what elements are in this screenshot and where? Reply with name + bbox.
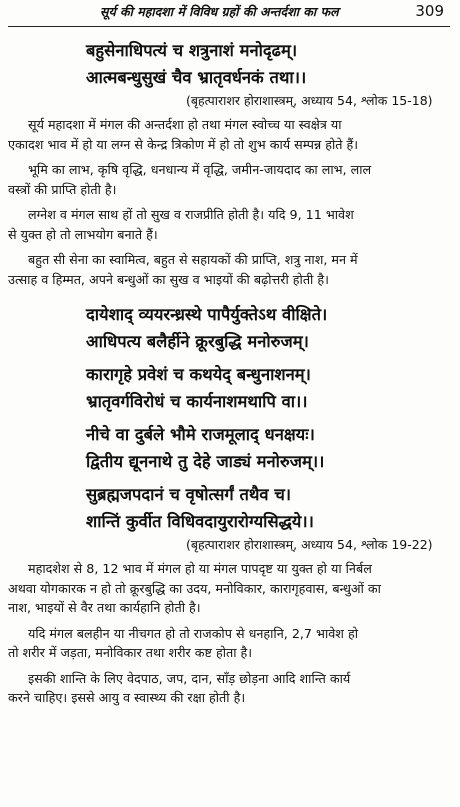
paragraph-line: से युक्त हो तो लाभयोग बनाते हैं। xyxy=(8,226,158,242)
paragraph-line: तो शरीर में जड़ता, मनोविकार तथा शरीर कष्ट होता है। xyxy=(8,645,253,660)
verse-block-1 xyxy=(8,37,450,111)
paragraph-line: बहुत सी सेना का स्वामित्व, बहुत से सहायकों की प्राप्ति, शत्रु नाश, मन में xyxy=(28,252,358,267)
paragraph-line: उत्साह व हिम्मत, अपने बन्धुओं का सुख व भाइयों की बढ़ोत्तरी होती है। xyxy=(8,271,329,287)
paragraph-line: एकादश भाव में हो या लग्न से केन्द्र त्रिकोण में हो तो शुभ कार्य सम्पन्न होते हैं। xyxy=(8,136,359,152)
verse-line: भ्रातृवर्गविरोधं च कार्यनाशमथापि वा।। xyxy=(86,392,308,411)
verse-couplet xyxy=(8,301,450,355)
running-title: सूर्य की महादशा में विविध ग्रहों की अन्तर्दशा का फल xyxy=(100,4,339,19)
paragraph xyxy=(8,115,450,154)
paragraph-line: लग्नेश व मंगल साथ हों तो सुख व राजप्रीति होती है। यदि 9, 11 भावेश xyxy=(28,207,354,222)
paragraph xyxy=(8,160,450,199)
paragraph-line: नाश, भाइयों से वैर तथा कार्यहानि होती है। xyxy=(8,600,201,615)
verse-line: दायेशाद् व्ययरन्ध्रस्थे पापैर्युक्तेऽथ वीक्षिते। xyxy=(86,305,328,324)
paragraph-line: वस्त्रों की प्राप्ति होती है। xyxy=(8,181,117,197)
verse-line: आत्मबन्धुसुखं चैव भ्रातृवर्धनकं तथा।। xyxy=(86,68,307,87)
verse-line: शान्तिं कुर्वीत विधिवदायुरारोग्यसिद्धये।। xyxy=(86,512,314,531)
page-header xyxy=(8,0,450,27)
verse-line: बहुसेनाधिपत्यं च शत्रुनाशं मनोदृढम्। xyxy=(86,41,298,60)
verse-couplet xyxy=(8,481,450,535)
paragraph-line: करने चाहिए। इससे आयु व स्वास्थ्य की रक्षा होती है। xyxy=(8,690,246,705)
verse-line: सुब्रह्मजपदानं च वृषोत्सर्गं तथैव च। xyxy=(86,485,292,504)
paragraph-line: यदि मंगल बलहीन या नीचगत हो तो राजकोप से धनहानि, 2,7 भावेश हो xyxy=(28,625,358,641)
paragraph xyxy=(8,205,450,244)
verse-couplet xyxy=(8,361,450,415)
paragraph-line: भूमि का लाभ, कृषि वृद्धि, धनधान्य में वृद्धि, जमीन-जायदाद का लाभ, लाल xyxy=(28,162,372,177)
paragraph xyxy=(8,250,450,289)
verse-line: द्वितीय द्यूननाथे तु देहे जाड्यं मनोरुजम्।। xyxy=(86,452,325,471)
paragraph-line: इसकी शान्ति के लिए वेदपाठ, जप, दान, साँड़ छोड़ना आदि शान्ति कार्य xyxy=(28,670,351,686)
commentary-section-1 xyxy=(8,115,450,289)
paragraph-line: महादशेश से 8, 12 भाव में मंगल हो या मंगल पापदृष्ट या युक्त हो या निर्बल xyxy=(28,561,372,576)
verse-line: कारागृहे प्रवेशं च कथयेद् बन्धुनाशनम्। xyxy=(86,365,311,384)
verse-line: नीचे वा दुर्बले भौमे राजमूलाद् धनक्षयः। xyxy=(86,425,315,444)
paragraph-line: अथवा योगकारक न हो तो क्रूरबुद्धि का उदय, मनोविकार, कारागृहवास, बन्धुओं का xyxy=(8,580,381,596)
verse-citation: (बृहत्पाराशर होराशास्त्रम्, अध्याय 54, श्लोक 15-18) xyxy=(186,93,433,108)
page-number: 309 xyxy=(415,2,444,20)
verse-citation: (बृहत्पाराशर होराशास्त्रम्, अध्याय 54, श्लोक 19-22) xyxy=(186,537,433,552)
paragraph-line: सूर्य महादशा में मंगल की अन्तर्दशा हो तथा मंगल स्वोच्च या स्वक्षेत्र या xyxy=(28,117,342,132)
paragraph xyxy=(8,559,450,618)
commentary-section-2 xyxy=(8,559,450,708)
verse-block-2 xyxy=(8,301,450,555)
paragraph xyxy=(8,669,450,708)
verse-line: आधिपत्य बलैर्हीने क्रूरबुद्धि मनोरुजम्। xyxy=(86,332,309,351)
paragraph xyxy=(8,624,450,663)
verse-couplet xyxy=(8,421,450,475)
